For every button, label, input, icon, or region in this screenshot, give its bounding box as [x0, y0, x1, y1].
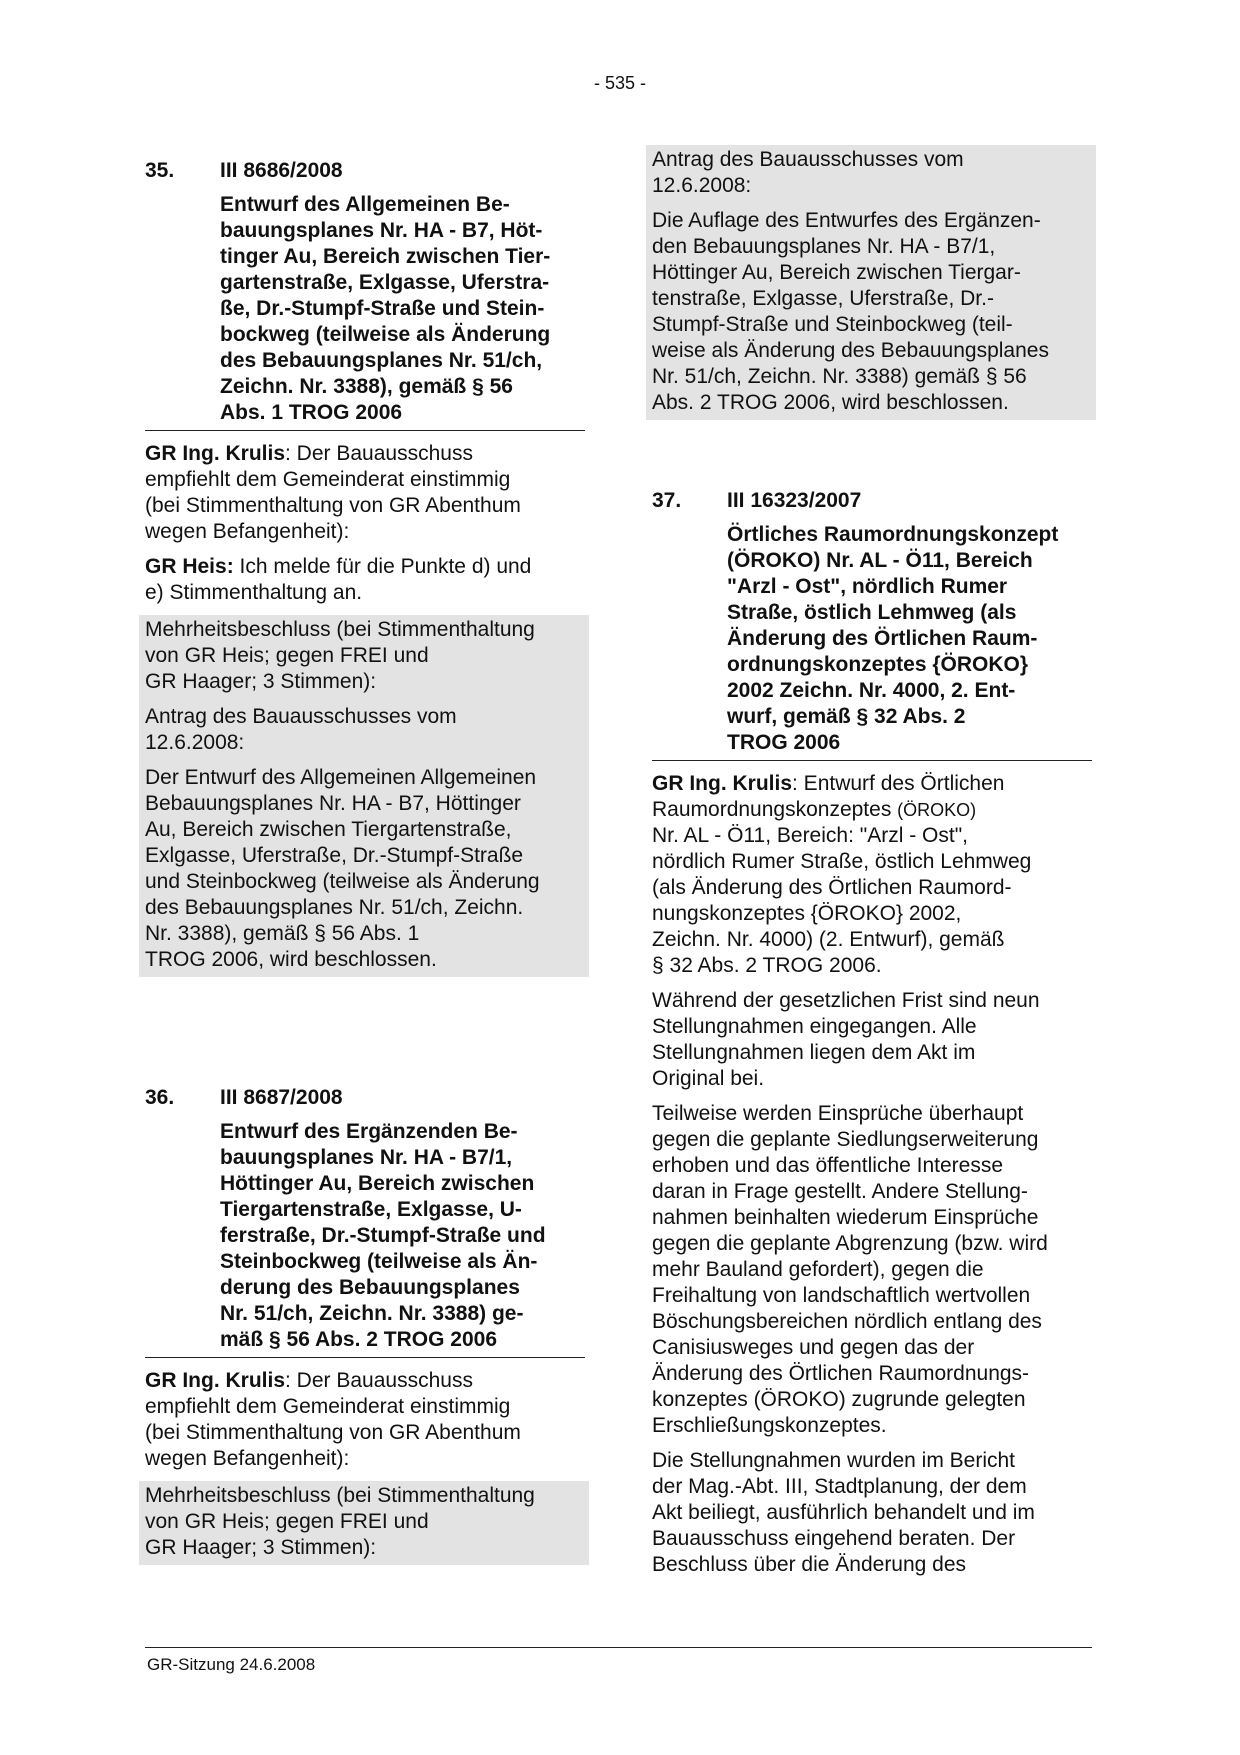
- divider: [145, 1357, 585, 1358]
- item-title: Entwurf des Ergänzenden Be- bauungsplanes Nr. HA - B7/1, Höttinger Au, Bereich zwischen Tiergartenstraße, Exlgasse, U- ferstraße, Dr.-Stumpf-Straße und Steinbockweg (teilweise als Än- derung des Bebauungsplanes Nr. 51/ch, Zeichn. Nr. 3388) ge- mäß § 56 Abs. 2 TROG 2006: [220, 1120, 546, 1351]
- item-heading: [145, 1085, 585, 1111]
- agenda-item-35: [145, 158, 585, 977]
- item-number: 35.: [145, 159, 175, 182]
- item-number: 36.: [145, 1086, 175, 1109]
- statement-text: : Der Bauausschuss empfiehlt dem Gemeinderat einstimmig (bei Stimmenthaltung von GR Abenthum wegen Befangenheit):: [145, 1369, 521, 1470]
- statement-text: : Der Bauausschuss empfiehlt dem Gemeinderat einstimmig (bei Stimmenthaltung von GR Abenthum wegen Befangenheit):: [145, 442, 521, 543]
- statement-text-small: (ÖROKO): [897, 800, 977, 820]
- item-reference: III 8686/2008: [220, 159, 343, 182]
- speaker-statement: [145, 441, 585, 545]
- resolution-box: [139, 615, 589, 977]
- statement-text: Ich melde für die Punkte d) und e) Stimmenthaltung an.: [145, 555, 532, 604]
- speaker-name: GR Ing. Krulis: [652, 772, 793, 795]
- item-heading: [145, 158, 585, 184]
- decision-text: Der Entwurf des Allgemeinen Allgemeinen Bebauungsplanes Nr. HA - B7, Höttinger Au, Bereich zwischen Tiergartenstraße, Exlgasse, Uferstraße, Dr.-Stumpf-Straße und Steinbockweg (teilweise als Änderung des Bebauungsplanes Nr. 51/ch, Zeichn. Nr. 3388), gemäß § 56 Abs. 1 TROG 2006, wird beschlossen.: [145, 766, 540, 971]
- item-title: Entwurf des Allgemeinen Be- bauungsplanes Nr. HA - B7, Höt- tinger Au, Bereich zwischen Tier- gartenstraße, Exlgasse, Uferstra- ße, Dr.-Stumpf-Straße und Stein- bockweg (teilweise als Änderung des Bebauungsplanes Nr. 51/ch, Zeichn. Nr. 3388), gemäß § 56 Abs. 1 TROG 2006: [220, 193, 551, 424]
- statement-text: Nr. AL - Ö11, Bereich: "Arzl - Ost", nördlich Rumer Straße, östlich Lehmweg (als Änderung des Örtlichen Raumord- nungskonzeptes {ÖROKO} 2002, Zeichn. Nr. 4000) (2. Entwurf), gemäß § 32 Abs. 2 TROG 2006.: [652, 824, 1032, 977]
- speaker-name: GR Ing. Krulis: [145, 1369, 286, 1392]
- footer-divider: [145, 1647, 1092, 1648]
- left-column: [145, 158, 585, 1565]
- page-number: - 535 -: [593, 73, 647, 93]
- right-column: [652, 145, 1092, 1578]
- paragraph: Die Stellungnahmen wurden im Bericht der Mag.-Abt. III, Stadtplanung, der dem Akt beiliegt, ausführlich behandelt und im Bauausschuss eingehend beraten. Der Beschluss über die Änderung des: [652, 1449, 1035, 1576]
- motion-text: Antrag des Bauausschusses vom 12.6.2008:: [145, 705, 457, 754]
- speaker-name: GR Ing. Krulis: [145, 442, 286, 465]
- item-reference: III 16323/2007: [727, 489, 862, 512]
- decision-text: Die Auflage des Entwurfes des Ergänzen- den Bebauungsplanes Nr. HA - B7/1, Höttinger Au, Bereich zwischen Tiergar- tenstraße, Exlgasse, Uferstraße, Dr.- Stumpf-Straße und Steinbockweg (teil- weise als Änderung des Bebauungsplanes Nr. 51/ch, Zeichn. Nr. 3388) gemäß § 56 Abs. 2 TROG 2006, wird beschlossen.: [652, 209, 1049, 414]
- footer-text: GR-Sitzung 24.6.2008: [147, 1655, 316, 1674]
- resolution-text: Mehrheitsbeschluss (bei Stimmenthaltung von GR Heis; gegen FREI und GR Haager; 3 Stimmen):: [145, 1484, 535, 1559]
- resolution-box: [139, 1481, 589, 1565]
- item-title: Örtliches Raumordnungskonzept (ÖROKO) Nr. AL - Ö11, Bereich "Arzl - Ost", nördlich Rumer Straße, östlich Lehmweg (als Änderung des Örtlichen Raum- ordnungskonzeptes {ÖROKO} 2002 Zeichn. Nr. 4000, 2. Ent- wurf, gemäß § 32 Abs. 2 TROG 2006: [727, 523, 1059, 754]
- speaker-statement: [145, 1368, 585, 1472]
- speaker-name: GR Heis:: [145, 555, 234, 578]
- speaker-statement: [145, 554, 585, 606]
- item-heading: [652, 488, 1092, 514]
- motion-text: Antrag des Bauausschusses vom 12.6.2008:: [652, 148, 964, 197]
- agenda-item-37: [652, 488, 1092, 1578]
- divider: [652, 760, 1092, 761]
- paragraph: Während der gesetzlichen Frist sind neun Stellungnahmen eingegangen. Alle Stellungnahmen liegen dem Akt im Original bei.: [652, 989, 1040, 1090]
- speaker-statement: [652, 771, 1092, 979]
- statement-text: : Entwurf des Örtlichen Raumordnungskonzeptes: [652, 772, 1005, 821]
- resolution-text: Mehrheitsbeschluss (bei Stimmenthaltung von GR Heis; gegen FREI und GR Haager; 3 Stimmen):: [145, 618, 535, 693]
- paragraph: Teilweise werden Einsprüche überhaupt gegen die geplante Siedlungserweiterung erhoben und das öffentliche Interesse daran in Frage gestellt. Andere Stellung- nahmen beinhalten wiederum Einsprüche gegen die geplante Abgrenzung (bzw. wird mehr Bauland gefordert), gegen die Freihaltung von landschaftlich wertvollen Böschungsbereichen nördlich entlang des Canisiusweges und gegen das der Änderung des Örtlichen Raumordnungs- konzeptes (ÖROKO) zugrunde gelegten Erschließungskonzeptes.: [652, 1102, 1048, 1437]
- resolution-box-continued: [646, 145, 1096, 420]
- divider: [145, 430, 585, 431]
- item-reference: III 8687/2008: [220, 1086, 343, 1109]
- item-number: 37.: [652, 489, 682, 512]
- agenda-item-36: [145, 1085, 585, 1565]
